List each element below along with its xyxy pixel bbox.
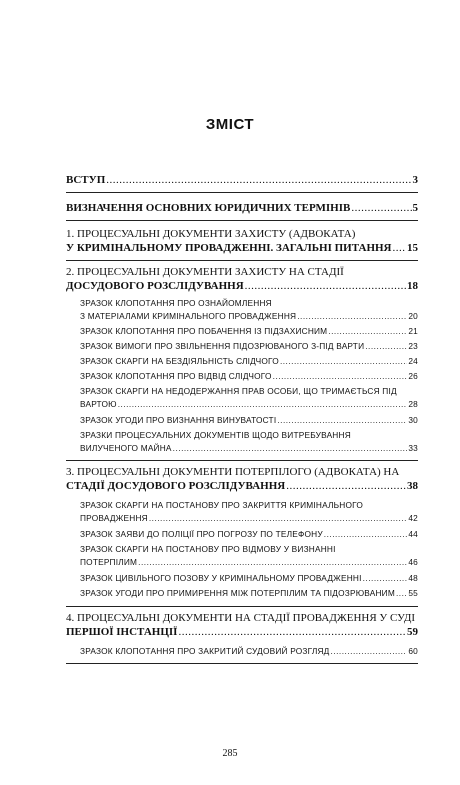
toc-entry-title-line: З МАТЕРІАЛАМИ КРИМІНАЛЬНОГО ПРОВАДЖЕННЯ xyxy=(80,311,297,321)
toc-subentry xyxy=(80,588,418,601)
toc-page-number: 23 xyxy=(408,341,418,351)
toc-page-number: 15 xyxy=(407,242,418,254)
toc-page-number: 48 xyxy=(408,573,418,583)
toc-entry-title: ЗРАЗОК УГОДИ ПРО ВИЗНАННЯ ВИНУВАТОСТІ xyxy=(80,415,277,425)
toc-entry-title-line: ПРОВАДЖЕННЯ xyxy=(80,513,148,523)
dot-leader xyxy=(363,573,408,583)
toc-entry xyxy=(66,202,418,216)
toc-entry xyxy=(66,612,418,640)
toc-entry-title-line: ПЕРШОЇ ІНСТАНЦІЇ xyxy=(66,626,178,638)
divider xyxy=(66,606,418,607)
dot-leader xyxy=(273,371,408,381)
toc-subentry xyxy=(80,573,418,586)
dot-leader xyxy=(138,557,407,567)
toc-entry-title-line: ВИЛУЧЕНОГО МАЙНА xyxy=(80,443,172,453)
dot-leader xyxy=(277,415,407,425)
toc-subentry xyxy=(80,326,418,339)
dot-leader xyxy=(365,341,407,351)
toc-entry-title: ВСТУП xyxy=(66,174,106,186)
toc-entry-title: ЗРАЗОК КЛОПОТАННЯ ПРО ПОБАЧЕННЯ ІЗ ПІДЗАХИСНИМ xyxy=(80,326,328,336)
dot-leader xyxy=(324,529,408,539)
toc-subentry xyxy=(80,500,418,526)
dot-leader xyxy=(245,280,406,292)
dot-leader xyxy=(106,174,411,186)
toc-page-number: 20 xyxy=(408,311,418,321)
toc-entry-title-line: СТАДІЇ ДОСУДОВОГО РОЗСЛІДУВАННЯ xyxy=(66,480,286,492)
dot-leader xyxy=(280,356,407,366)
toc-entry-title-line: ЗРАЗОК СКАРГИ НА НЕДОДЕРЖАННЯ ПРАВ ОСОБИ, ЩО ТРИМАЄТЬСЯ ПІД xyxy=(80,386,397,396)
toc-subentry xyxy=(80,544,418,570)
toc-page-number: 46 xyxy=(408,557,418,567)
divider xyxy=(66,220,418,221)
toc-page-number: 21 xyxy=(408,326,418,336)
toc-page-number: 42 xyxy=(408,513,418,523)
toc-entry-title-line: ЗРАЗОК КЛОПОТАННЯ ПРО ОЗНАЙОМЛЕННЯ xyxy=(80,298,272,308)
toc-page-number: 18 xyxy=(407,280,418,292)
dot-leader xyxy=(173,443,408,453)
toc-page-number: 55 xyxy=(408,588,418,598)
toc-subentry xyxy=(80,371,418,384)
toc-entry-title: ЗРАЗОК КЛОПОТАННЯ ПРО ЗАКРИТИЙ СУДОВИЙ РОЗГЛЯД xyxy=(80,646,330,656)
toc-entry-title-line: ЗРАЗОК СКАРГИ НА ПОСТАНОВУ ПРО ЗАКРИТТЯ КРИМІНАЛЬНОГО xyxy=(80,500,364,510)
toc-entry-title-line: ВАРТОЮ xyxy=(80,399,117,409)
toc-entry-title-line: ДОСУДОВОГО РОЗСЛІДУВАННЯ xyxy=(66,280,244,292)
toc-entry-title: ЗРАЗОК УГОДИ ПРО ПРИМИРЕННЯ МІЖ ПОТЕРПІЛИМ ТА ПІДОЗРЮВАНИМ xyxy=(80,588,395,598)
divider xyxy=(66,260,418,261)
divider xyxy=(66,663,418,664)
toc-page-number: 59 xyxy=(407,626,418,638)
dot-leader xyxy=(178,626,406,638)
toc-entry xyxy=(66,228,418,256)
toc-entry-title: ЗРАЗОК ВИМОГИ ПРО ЗВІЛЬНЕННЯ ПІДОЗРЮВАНОГО З-ПІД ВАРТИ xyxy=(80,341,365,351)
toc-subentry xyxy=(80,341,418,354)
dot-leader xyxy=(297,311,407,321)
toc-entry xyxy=(66,466,418,494)
dot-leader xyxy=(286,480,406,492)
dot-leader xyxy=(149,513,408,523)
toc-entry-title-line: 1. ПРОЦЕСУАЛЬНІ ДОКУМЕНТИ ЗАХИСТУ (АДВОКАТА) xyxy=(66,228,356,240)
dot-leader xyxy=(328,326,407,336)
toc-page-number: 60 xyxy=(408,646,418,656)
toc-entry-title-line: 2. ПРОЦЕСУАЛЬНІ ДОКУМЕНТИ ЗАХИСТУ НА СТАДІЇ xyxy=(66,266,344,278)
toc-subentry xyxy=(80,646,418,659)
toc-subentry xyxy=(80,356,418,369)
toc-subentry xyxy=(80,386,418,412)
toc-entry-title: ЗРАЗОК КЛОПОТАННЯ ПРО ВІДВІД СЛІДЧОГО xyxy=(80,371,272,381)
toc-subentry xyxy=(80,415,418,428)
toc-entry-title-line: ЗРАЗОК СКАРГИ НА ПОСТАНОВУ ПРО ВІДМОВУ У ВИЗНАННІ xyxy=(80,544,336,554)
page-title: ЗМІСТ xyxy=(205,116,255,133)
dot-leader xyxy=(118,399,408,409)
toc-page-number: 5 xyxy=(412,202,418,214)
divider xyxy=(66,192,418,193)
toc-page-number: 44 xyxy=(408,529,418,539)
toc-subentry xyxy=(80,298,418,324)
toc-page-number: 24 xyxy=(408,356,418,366)
toc-page-number: 38 xyxy=(407,480,418,492)
toc-page-number: 33 xyxy=(408,443,418,453)
divider xyxy=(66,460,418,461)
dot-leader xyxy=(331,646,408,656)
toc-entry xyxy=(66,174,418,188)
toc-entry-title: ЗРАЗОК ЗАЯВИ ДО ПОЛІЦІЇ ПРО ПОГРОЗУ ПО ТЕЛЕФОНУ xyxy=(80,529,323,539)
toc-page-number: 26 xyxy=(408,371,418,381)
dot-leader xyxy=(393,242,406,254)
toc-subentry xyxy=(80,529,418,542)
toc-page-number: 30 xyxy=(408,415,418,425)
toc-entry-title: ЗРАЗОК СКАРГИ НА БЕЗДІЯЛЬНІСТЬ СЛІДЧОГО xyxy=(80,356,279,366)
dot-leader xyxy=(351,202,411,214)
toc-entry-title-line: ПОТЕРПІЛИМ xyxy=(80,557,138,567)
page-number: 285 xyxy=(222,748,238,759)
toc-subentry xyxy=(80,430,418,456)
toc-entry-title-line: У КРИМІНАЛЬНОМУ ПРОВАДЖЕННІ. ЗАГАЛЬНІ ПИТАННЯ xyxy=(66,242,392,254)
toc-entry-title-line: ЗРАЗКИ ПРОЦЕСУАЛЬНИХ ДОКУМЕНТІВ ЩОДО ВИТРЕБУВАННЯ xyxy=(80,430,351,440)
toc-entry-title-line: 3. ПРОЦЕСУАЛЬНІ ДОКУМЕНТИ ПОТЕРПІЛОГО (АДВОКАТА) НА xyxy=(66,466,400,478)
toc-entry-title-line: 4. ПРОЦЕСУАЛЬНІ ДОКУМЕНТИ НА СТАДІЇ ПРОВАДЖЕННЯ У СУДІ xyxy=(66,612,415,624)
dot-leader xyxy=(396,588,407,598)
toc-page-number: 28 xyxy=(408,399,418,409)
toc-entry xyxy=(66,266,418,294)
toc-entry-title: ВИЗНАЧЕННЯ ОСНОВНИХ ЮРИДИЧНИХ ТЕРМІНІВ xyxy=(66,202,351,214)
toc-entry-title: ЗРАЗОК ЦИВІЛЬНОГО ПОЗОВУ У КРИМІНАЛЬНОМУ ПРОВАДЖЕННІ xyxy=(80,573,362,583)
toc-page-number: 3 xyxy=(412,174,418,186)
